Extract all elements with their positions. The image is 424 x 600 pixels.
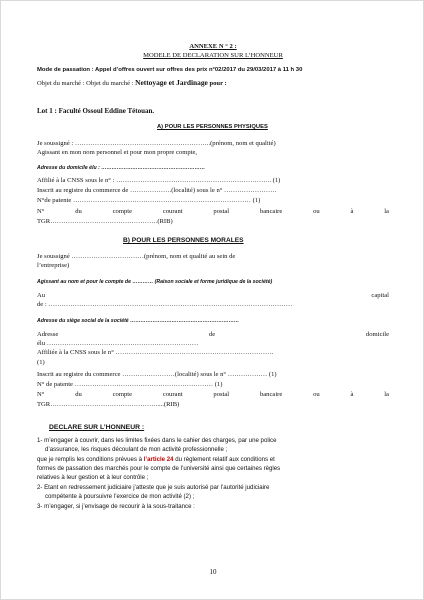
section-a-patente: N°de patente ……………………………………………………………………… (1) [37, 197, 261, 204]
declare-item1b: d’assurance, les risques découlant de mon activité professionnelle ; [45, 446, 228, 453]
declare-title: DECLARE SUR L’HONNEUR : [49, 424, 145, 431]
compte-word: courant [162, 208, 183, 215]
declare-item3: 3- m’engager, si j’envisage de recourir à la sous-traitance : [37, 503, 195, 510]
section-b-tgr: TGR………………………………………….....(RIB) [37, 401, 180, 408]
declare-item2a: 2- Etant en redressement judiciaire j’atteste que je suis autorisé par l’autorité judiciaire [37, 484, 270, 491]
declare-item2b: compétente à poursuivre l’exercice de mon activité (2) ; [45, 493, 195, 500]
objet-marche [37, 78, 227, 88]
section-b-title: B) POUR LES PERSONNES MORALES [123, 237, 244, 244]
section-b-agissant: Agissant au nom et pour le compte de ………… (Raison sociale et forme juridique de la société) [37, 279, 273, 285]
section-a-registre: Inscrit au registre du commerce de ……………….(localité) sous le n° …………………… [37, 187, 277, 194]
compte-word: ou [313, 391, 320, 398]
compte-word: N° [37, 208, 45, 215]
declare-item-article [37, 456, 275, 464]
article-suffix: du règlement relatif aux conditions et [173, 456, 275, 463]
section-b-one: (1) [37, 359, 45, 366]
section-b-capital-line: de : ………………………………………………………………………………………………… [37, 301, 293, 308]
section-a-compte-line [37, 208, 389, 216]
section-b-registre: Inscrit au registre du commerce ……………………(localité) sous le n° ……………… (1) [37, 371, 277, 378]
lot-title: Lot 1 : Faculté Ossoul Eddine Tétouan. [37, 107, 155, 115]
section-b-compte-line [37, 391, 389, 399]
section-a-title: A) POUR LES PERSONNES PHYSIQUES [157, 124, 268, 130]
section-a-domicile-label: Adresse du domicile élu : …………………………………………………… [37, 165, 206, 171]
compte-word: ou [313, 208, 320, 215]
adresse-word: Adresse [37, 331, 59, 338]
compte-word: postal [213, 391, 230, 398]
compte-word: compte [112, 208, 133, 215]
declare-item-article-b: formes de passation des marchés pour le compte de l’université ainsi que certaines règles [37, 465, 281, 472]
section-b-line2: l’entreprise) [37, 262, 70, 269]
compte-word: à [350, 391, 354, 398]
compte-word: courant [162, 391, 183, 398]
section-b-cnss: Affiliée à la CNSS sous le n° ……………………………………………………………… [37, 349, 274, 356]
objet-prefix: Objet du marché : Objet du marché : [37, 80, 136, 87]
capital-word: capital [371, 292, 389, 299]
au-word: Au [37, 292, 46, 299]
compte-word: la [384, 391, 389, 398]
compte-word: bancaire [259, 208, 283, 215]
declare-item-article-c: relatives à leur gestion et à leur contrôle ; [37, 474, 149, 481]
compte-word: compte [112, 391, 133, 398]
compte-word: du [75, 208, 82, 215]
article-reference: l’article 24 [143, 456, 174, 463]
section-a-tgr: TGR………………………………………….(RIB) [37, 218, 173, 225]
adresse-word: de [208, 331, 216, 338]
article-prefix: que je remplis les conditions prévues à [37, 456, 144, 463]
section-b-siege-label: Adresse du siège social de la société ……………………………………………………… [37, 318, 240, 324]
document-title: MODELE DE DECLARATION SUR L’HONNEUR [143, 52, 283, 59]
compte-word: bancaire [259, 391, 283, 398]
mode-passation: Mode de passation : Appel d’offres ouvert sur offres des prix n°02/2017 du 29/03/2017 à 11 h 30 [37, 67, 303, 73]
section-a-line2: Agissant en mon nom personnel et pour mon propre compte, [37, 149, 198, 156]
section-b-adresse-row [37, 331, 389, 339]
section-b-patente: N° de patente ……………………………………………………… (1) [37, 381, 223, 388]
annex-heading: ANNEXE N ° 2 : [189, 43, 237, 50]
section-b-capital-row [37, 292, 389, 300]
page-number: 10 [209, 568, 217, 576]
section-b-elu: élu …………………………………………………………… [37, 340, 199, 347]
compte-word: N° [37, 391, 45, 398]
adresse-word: domicile [365, 331, 389, 338]
section-a-line1: Je soussigné : ……………………………………………………..(prénom, nom et qualité) [37, 140, 276, 147]
objet-suffix: pour : [207, 80, 227, 87]
compte-word: à [350, 208, 354, 215]
compte-word: du [75, 391, 82, 398]
compte-word: la [384, 208, 389, 215]
section-b-line1: Je soussigné ……………………………(prénom, nom et qualité au sein de [37, 253, 236, 260]
compte-word: postal [213, 208, 230, 215]
section-a-cnss: Affilié à la CNSS sous le n° : …………………………………………………………….. (1) [37, 177, 281, 184]
declare-item1a: 1- m’engager à couvrir, dans les limites fixées dans le cahier des charges, par une police [37, 437, 277, 444]
objet-value: Nettoyage et Jardinage [135, 78, 208, 87]
